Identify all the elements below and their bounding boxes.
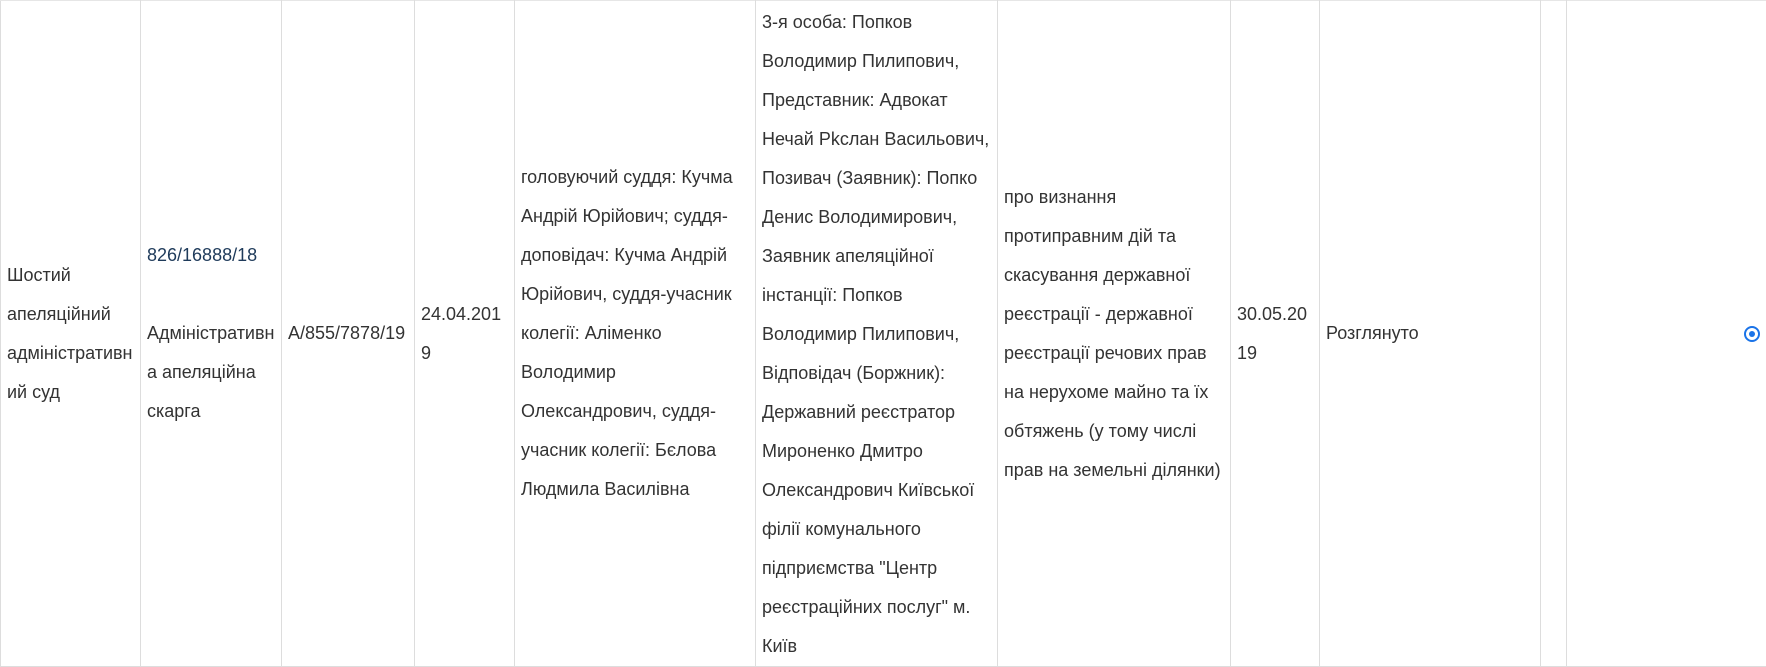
subject-cell — [998, 1, 1231, 667]
judges-cell — [515, 1, 756, 667]
decision-date-cell — [1231, 1, 1320, 667]
participants-cell — [756, 1, 998, 667]
case-cell — [141, 1, 282, 667]
court-cell — [1, 1, 141, 667]
subject-text: про визнання протиправним дій та скасування державної реєстрації - державної реєстрації речових прав на нерухоме майно та їх обтяжень (у тому числі прав на земельні ділянки) — [1004, 187, 1221, 480]
participants-text: 3-я особа: Попков Володимир Пилипович, Представник: Адвокат Нечай Рkслан Васильович, Позивач (Заявник): Попко Денис Володимирович, Заявник апеляційної інстанції: Попков Володимир Пилипович, Відповідач (Боржник): Державний реєстратор Мироненко Дмитро Олександрович Київської філії комунального підприємства "Центр реєстраційних послуг" м. Київ — [762, 12, 989, 656]
radio-selected-icon[interactable] — [1744, 326, 1760, 342]
table-row[interactable] — [1, 1, 1766, 667]
decision-date: 30.05.2019 — [1237, 304, 1307, 363]
registration-date-cell — [415, 1, 515, 667]
proceeding-type: Адміністративна апеляційна скарга — [147, 314, 275, 431]
judges-text: головуючий суддя: Кучма Андрій Юрійович; суддя-доповідач: Кучма Андрій Юрійович, суддя-учасник колегії: Аліменко Володимир Олександрович, суддя-учасник колегії: Бєлова Людмила Василівна — [521, 167, 733, 499]
spacer — [147, 275, 275, 314]
status-cell — [1320, 1, 1541, 667]
proceeding-number-cell — [282, 1, 415, 667]
case-number-link[interactable]: 826/16888/18 — [147, 236, 275, 275]
registration-date: 24.04.2019 — [421, 304, 501, 363]
court-name: Шостий апеляційний адміністративний суд — [7, 265, 133, 402]
empty-cell — [1541, 1, 1567, 667]
status-text: Розглянуто — [1326, 323, 1419, 343]
select-cell — [1567, 1, 1766, 667]
proceeding-number: А/855/7878/19 — [288, 323, 405, 343]
